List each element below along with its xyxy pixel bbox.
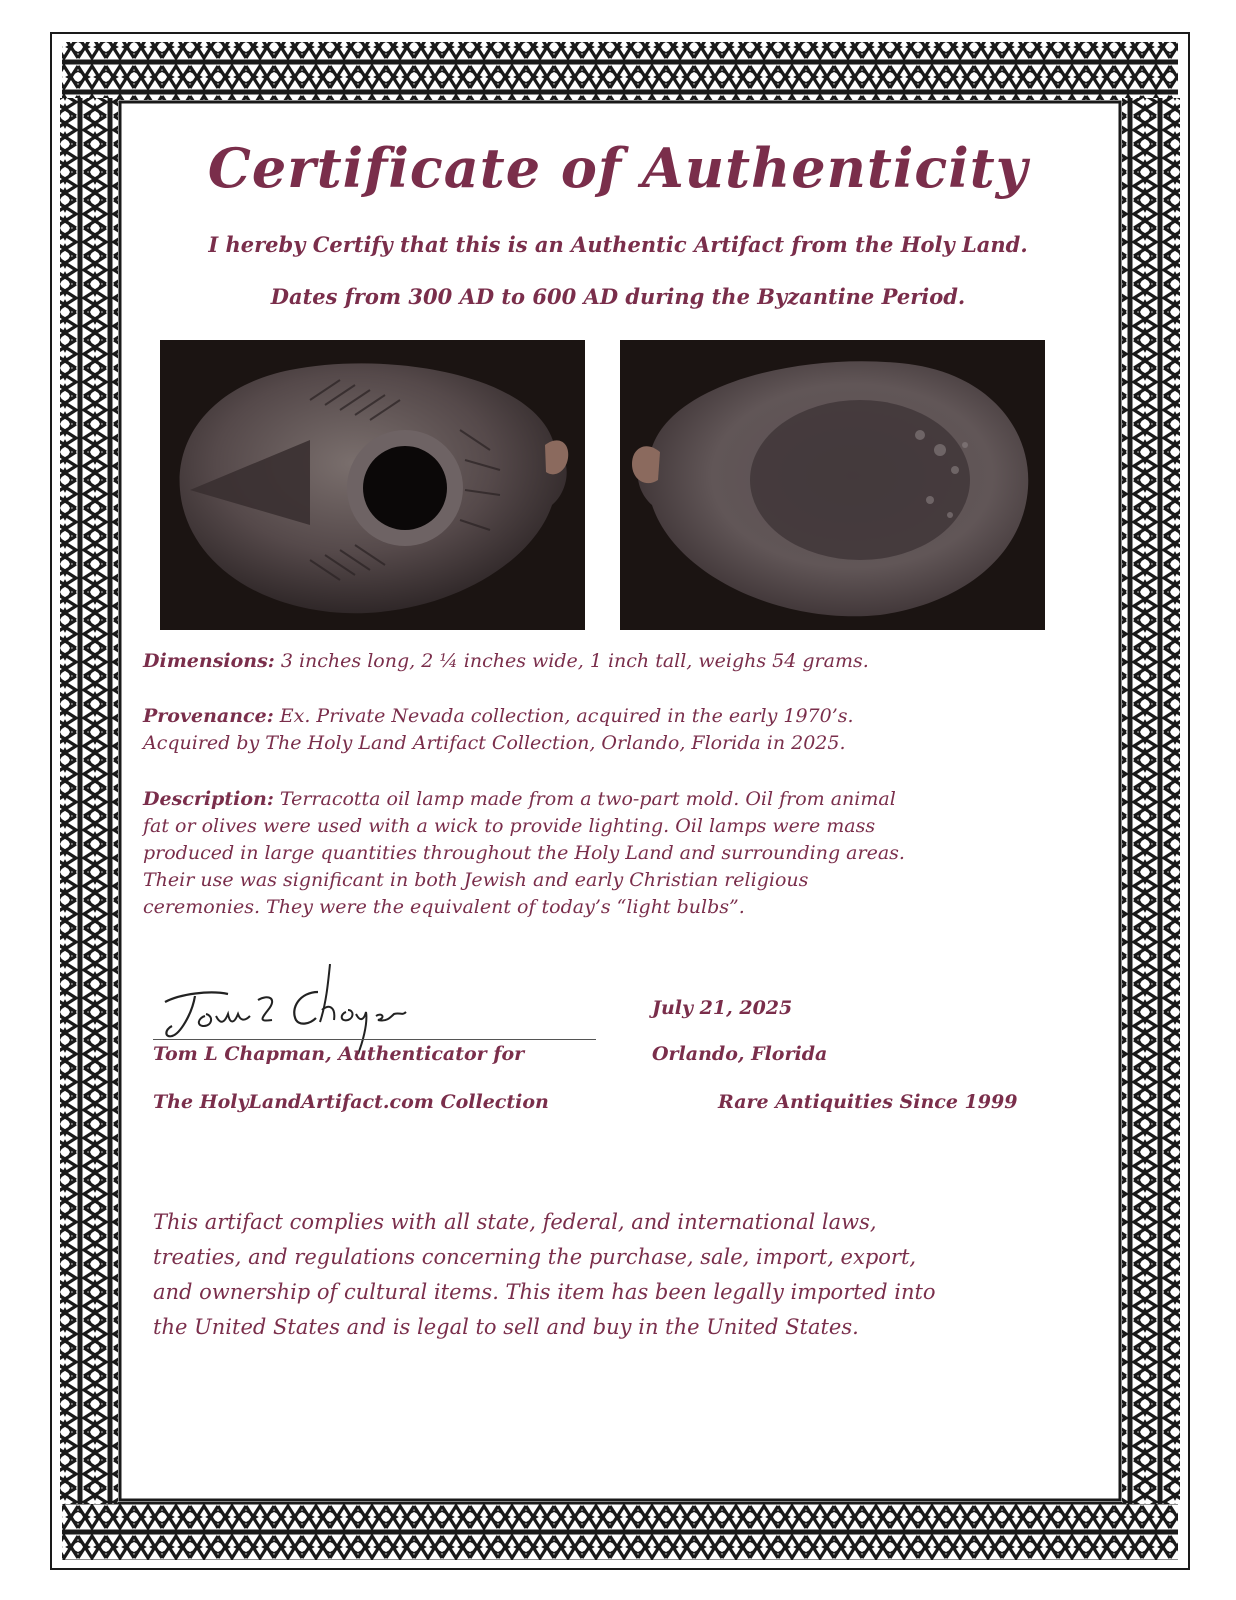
business-tagline: Rare Antiquities Since 1999 xyxy=(718,1091,1018,1113)
dating-statement: Dates from 300 AD to 600 AD during the Byzantine Period. xyxy=(270,284,966,309)
compliance-line-1: This artifact complies with all state, federal, and international laws, xyxy=(153,1210,877,1234)
certificate-title: Certificate of Authenticity xyxy=(207,136,1029,200)
description-value-5: ceremonies. They were the equivalent of today’s “light bulbs”. xyxy=(143,896,745,918)
authenticator-name: Tom L Chapman, Authenticator for xyxy=(153,1043,525,1065)
oil-lamp-top-image xyxy=(160,340,585,630)
compliance-line-2: treaties, and regulations concerning the purchase, sale, import, export, xyxy=(153,1245,917,1269)
description-value-2: fat or olives were used with a wick to provide lighting. Oil lamps were mass xyxy=(143,815,876,837)
dimensions-value: 3 inches long, 2 ¼ inches wide, 1 inch tall, weighs 54 grams. xyxy=(274,650,869,672)
certify-statement: I hereby Certify that this is an Authentic Artifact from the Holy Land. xyxy=(208,232,1028,257)
dimensions-paragraph xyxy=(143,648,1093,675)
compliance-line-3: and ownership of cultural items. This item has been legally imported into xyxy=(153,1280,936,1304)
oil-lamp-bottom-image xyxy=(620,340,1045,630)
description-paragraph xyxy=(143,786,1093,921)
compliance-statement xyxy=(153,1205,1113,1345)
signature-line xyxy=(153,1039,596,1040)
description-value-1: Terracotta oil lamp made from a two-part mold. Oil from animal xyxy=(273,788,896,810)
lamp-photo-top xyxy=(160,340,585,630)
provenance-value-2: Acquired by The Holy Land Artifact Collection, Orlando, Florida in 2025. xyxy=(143,732,846,754)
description-value-3: produced in large quantities throughout the Holy Land and surrounding areas. xyxy=(143,842,905,864)
compliance-line-4: the United States and is legal to sell and buy in the United States. xyxy=(153,1315,859,1339)
collection-name: The HolyLandArtifact.com Collection xyxy=(153,1091,549,1113)
certificate-date: July 21, 2025 xyxy=(652,997,793,1019)
certificate-location: Orlando, Florida xyxy=(652,1043,828,1065)
provenance-paragraph xyxy=(143,703,1093,757)
lamp-photo-bottom xyxy=(620,340,1045,630)
provenance-value-1: Ex. Private Nevada collection, acquired in the early 1970’s. xyxy=(273,705,854,727)
description-value-4: Their use was significant in both Jewish and early Christian religious xyxy=(143,869,809,891)
provenance-label: Provenance: xyxy=(143,705,274,727)
dimensions-label: Dimensions: xyxy=(143,650,275,672)
description-label: Description: xyxy=(143,788,274,810)
